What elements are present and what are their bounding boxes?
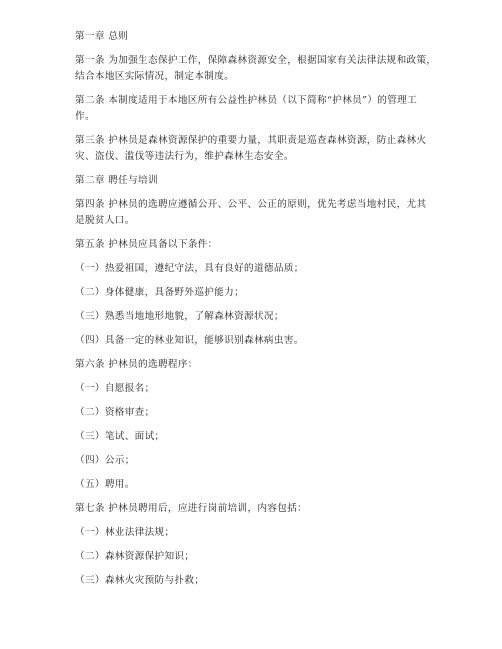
list-item: [75, 477, 435, 493]
text-line: 作。: [75, 111, 95, 122]
text-line: 第三条 护林员是森林资源保护的重要力量，其职责是巡查森林资源，防止森林火: [75, 135, 427, 146]
chapter-2-heading: [75, 173, 435, 189]
text-line: 第四条 护林员的选聘应遵循公开、公平、公正的原则，优先考虑当地村民，尤其: [75, 199, 427, 210]
list-item: [75, 261, 435, 277]
text-line: 第二章 聘任与培训: [75, 175, 158, 186]
text-line: 第五条 护林员应具备以下条件：: [75, 239, 218, 250]
text-line: （五）聘用。: [75, 479, 135, 490]
text-line: （三）森林火灾预防与扑救；: [75, 575, 205, 586]
list-item: [75, 549, 435, 565]
article-6: [75, 357, 435, 373]
text-line: （二）资格审查；: [75, 407, 155, 418]
text-line: （三）熟悉当地地形地貌，了解森林资源状况；: [75, 311, 284, 322]
text-line: 第一章 总则: [75, 31, 129, 42]
text-line: 第二条 本制度适用于本地区所有公益性护林员（以下简称“护林员”）的管理工: [75, 95, 418, 106]
list-item: [75, 381, 435, 397]
list-item: [75, 285, 435, 301]
article-5: [75, 237, 435, 253]
list-item: [75, 429, 435, 445]
text-line: （一）自愿报名；: [75, 383, 155, 394]
list-item: [75, 525, 435, 541]
list-item: [75, 453, 435, 469]
text-line: 是脱贫人口。: [75, 215, 135, 226]
article-3: [75, 133, 435, 165]
list-item: [75, 405, 435, 421]
list-item: [75, 333, 435, 349]
article-4: [75, 197, 435, 229]
text-line: （一）林业法律法规；: [75, 527, 175, 538]
article-7: [75, 501, 435, 517]
article-1: [75, 53, 435, 85]
text-line: （四）具备一定的林业知识，能够识别森林病虫害。: [75, 335, 304, 346]
text-line: （二）身体健康，具备野外巡护能力；: [75, 287, 245, 298]
text-line: （四）公示；: [75, 455, 135, 466]
text-line: 结合本地区实际情况，制定本制度。: [75, 71, 235, 82]
text-line: （一）热爱祖国，遵纪守法，具有良好的道德品质；: [75, 263, 304, 274]
text-line: 灾、盗伐、滥伐等违法行为，维护森林生态安全。: [75, 151, 294, 162]
text-line: （三）笔试、面试；: [75, 431, 165, 442]
chapter-1-heading: [75, 29, 435, 45]
text-line: 第六条 护林员的选聘程序：: [75, 359, 198, 370]
text-line: 第一条 为加强生态保护工作，保障森林资源安全，根据国家有关法律法规和政策，: [75, 55, 437, 66]
article-2: [75, 93, 435, 125]
list-item: [75, 573, 435, 589]
text-line: 第七条 护林员聘用后，应进行岗前培训，内容包括：: [75, 503, 308, 514]
list-item: [75, 309, 435, 325]
text-line: （二）森林资源保护知识；: [75, 551, 195, 562]
